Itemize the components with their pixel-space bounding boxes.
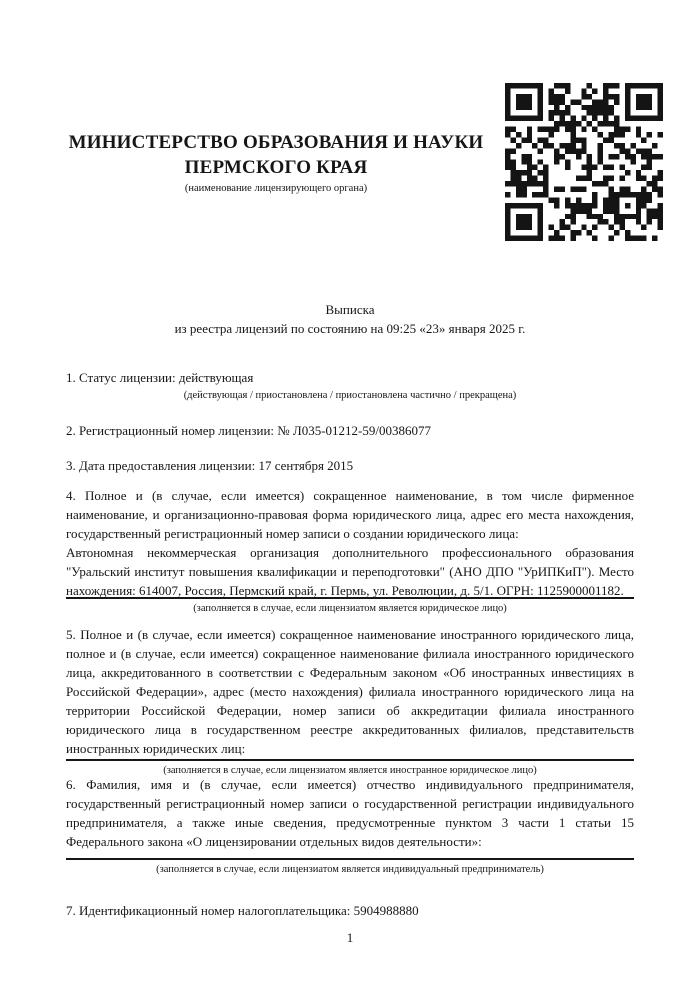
licensing-authority-name <box>66 130 486 180</box>
individual-entrepreneur-caption: (заполняется в случае, если лицензиатом является индивидуальный предприниматель) <box>66 858 634 876</box>
license-grant-date-text: 3. Дата предоставления лицензии: 17 сентября 2015 <box>66 458 354 473</box>
foreign-entity-caption: (заполняется в случае, если лицензиатом является иностранное юридическое лицо) <box>66 759 634 777</box>
item-taxpayer-number <box>66 901 634 920</box>
legal-entity-question: 4. Полное и (в случае, если имеется) сокращенное наименование, в том числе фирменное наименование, и организационно-правовая форма юридического лица, адрес его места нахождения, государственный регистрационный номер записи о создании юридического лица: <box>66 488 634 541</box>
page-number: 1 <box>346 930 354 945</box>
item-foreign-entity <box>66 625 634 777</box>
item-legal-entity <box>66 486 634 615</box>
license-status-text: 1. Статус лицензии: действующая <box>66 370 254 385</box>
item-registration-number <box>66 421 634 440</box>
legal-entity-answer: Автономная некоммерческая организация дополнительного профессионального образования "Уральский институт повышения квалификации и переподготовки" (АНО ДПО "УрИПКиП"). Место нахождения: 614007, Россия, Пермский край, г. Пермь, ул. Революции, д. 5/1. ОГРН: 1125900001182. <box>66 545 634 598</box>
item-license-grant-date <box>66 456 634 475</box>
document-title-block <box>66 300 634 338</box>
legal-entity-caption: (заполняется в случае, если лицензиатом является юридическое лицо) <box>66 597 634 615</box>
qr-code-icon <box>505 83 663 241</box>
license-status-caption: (действующая / приостановлена / приостановлена частично / прекращена) <box>183 390 517 401</box>
document-header <box>66 130 486 196</box>
item-individual-entrepreneur <box>66 775 634 876</box>
item-license-status <box>66 368 634 402</box>
ministry-name-line1: МИНИСТЕРСТВО ОБРАЗОВАНИЯ И НАУКИ <box>68 132 484 153</box>
individual-entrepreneur-question: 6. Фамилия, имя и (в случае, если имеется) отчество индивидуального предпринимателя, государственный регистрационный номер записи о государственной регистрации индивидуального предпринимателя, а также иные сведения, предусмотренные пунктом 3 части 1 статьи 15 Федерального закона «О лицензировании отдельных видов деятельности»: <box>66 777 634 849</box>
ministry-name-line2: ПЕРМСКОГО КРАЯ <box>184 157 368 178</box>
registration-number-text: 2. Регистрационный номер лицензии: № Л035-01212-59/00386077 <box>66 423 432 438</box>
licensing-authority-caption: (наименование лицензирующего органа) <box>184 183 368 194</box>
taxpayer-number-text: 7. Идентификационный номер налогоплательщика: 5904988880 <box>66 903 419 918</box>
document-subtitle: из реестра лицензий по состоянию на 09:25 «23» января 2025 г. <box>174 321 526 336</box>
foreign-entity-question: 5. Полное и (в случае, если имеется) сокращенное наименование иностранного юридического лица, полное и (в случае, если имеется) сокращенное наименование филиала иностранного юридического лица, аккредитованного в соответствии с Федеральным законом «Об иностранных инвестициях в Российской Федерации», адрес (место нахождения) филиала иностранного юридического лица на территории Российской Федерации, номер записи об аккредитации филиала иностранного юридического лица в государственном реестре аккредитованных филиалов, представительств иностранных юридических лиц: <box>66 627 634 756</box>
document-title: Выписка <box>325 302 375 317</box>
